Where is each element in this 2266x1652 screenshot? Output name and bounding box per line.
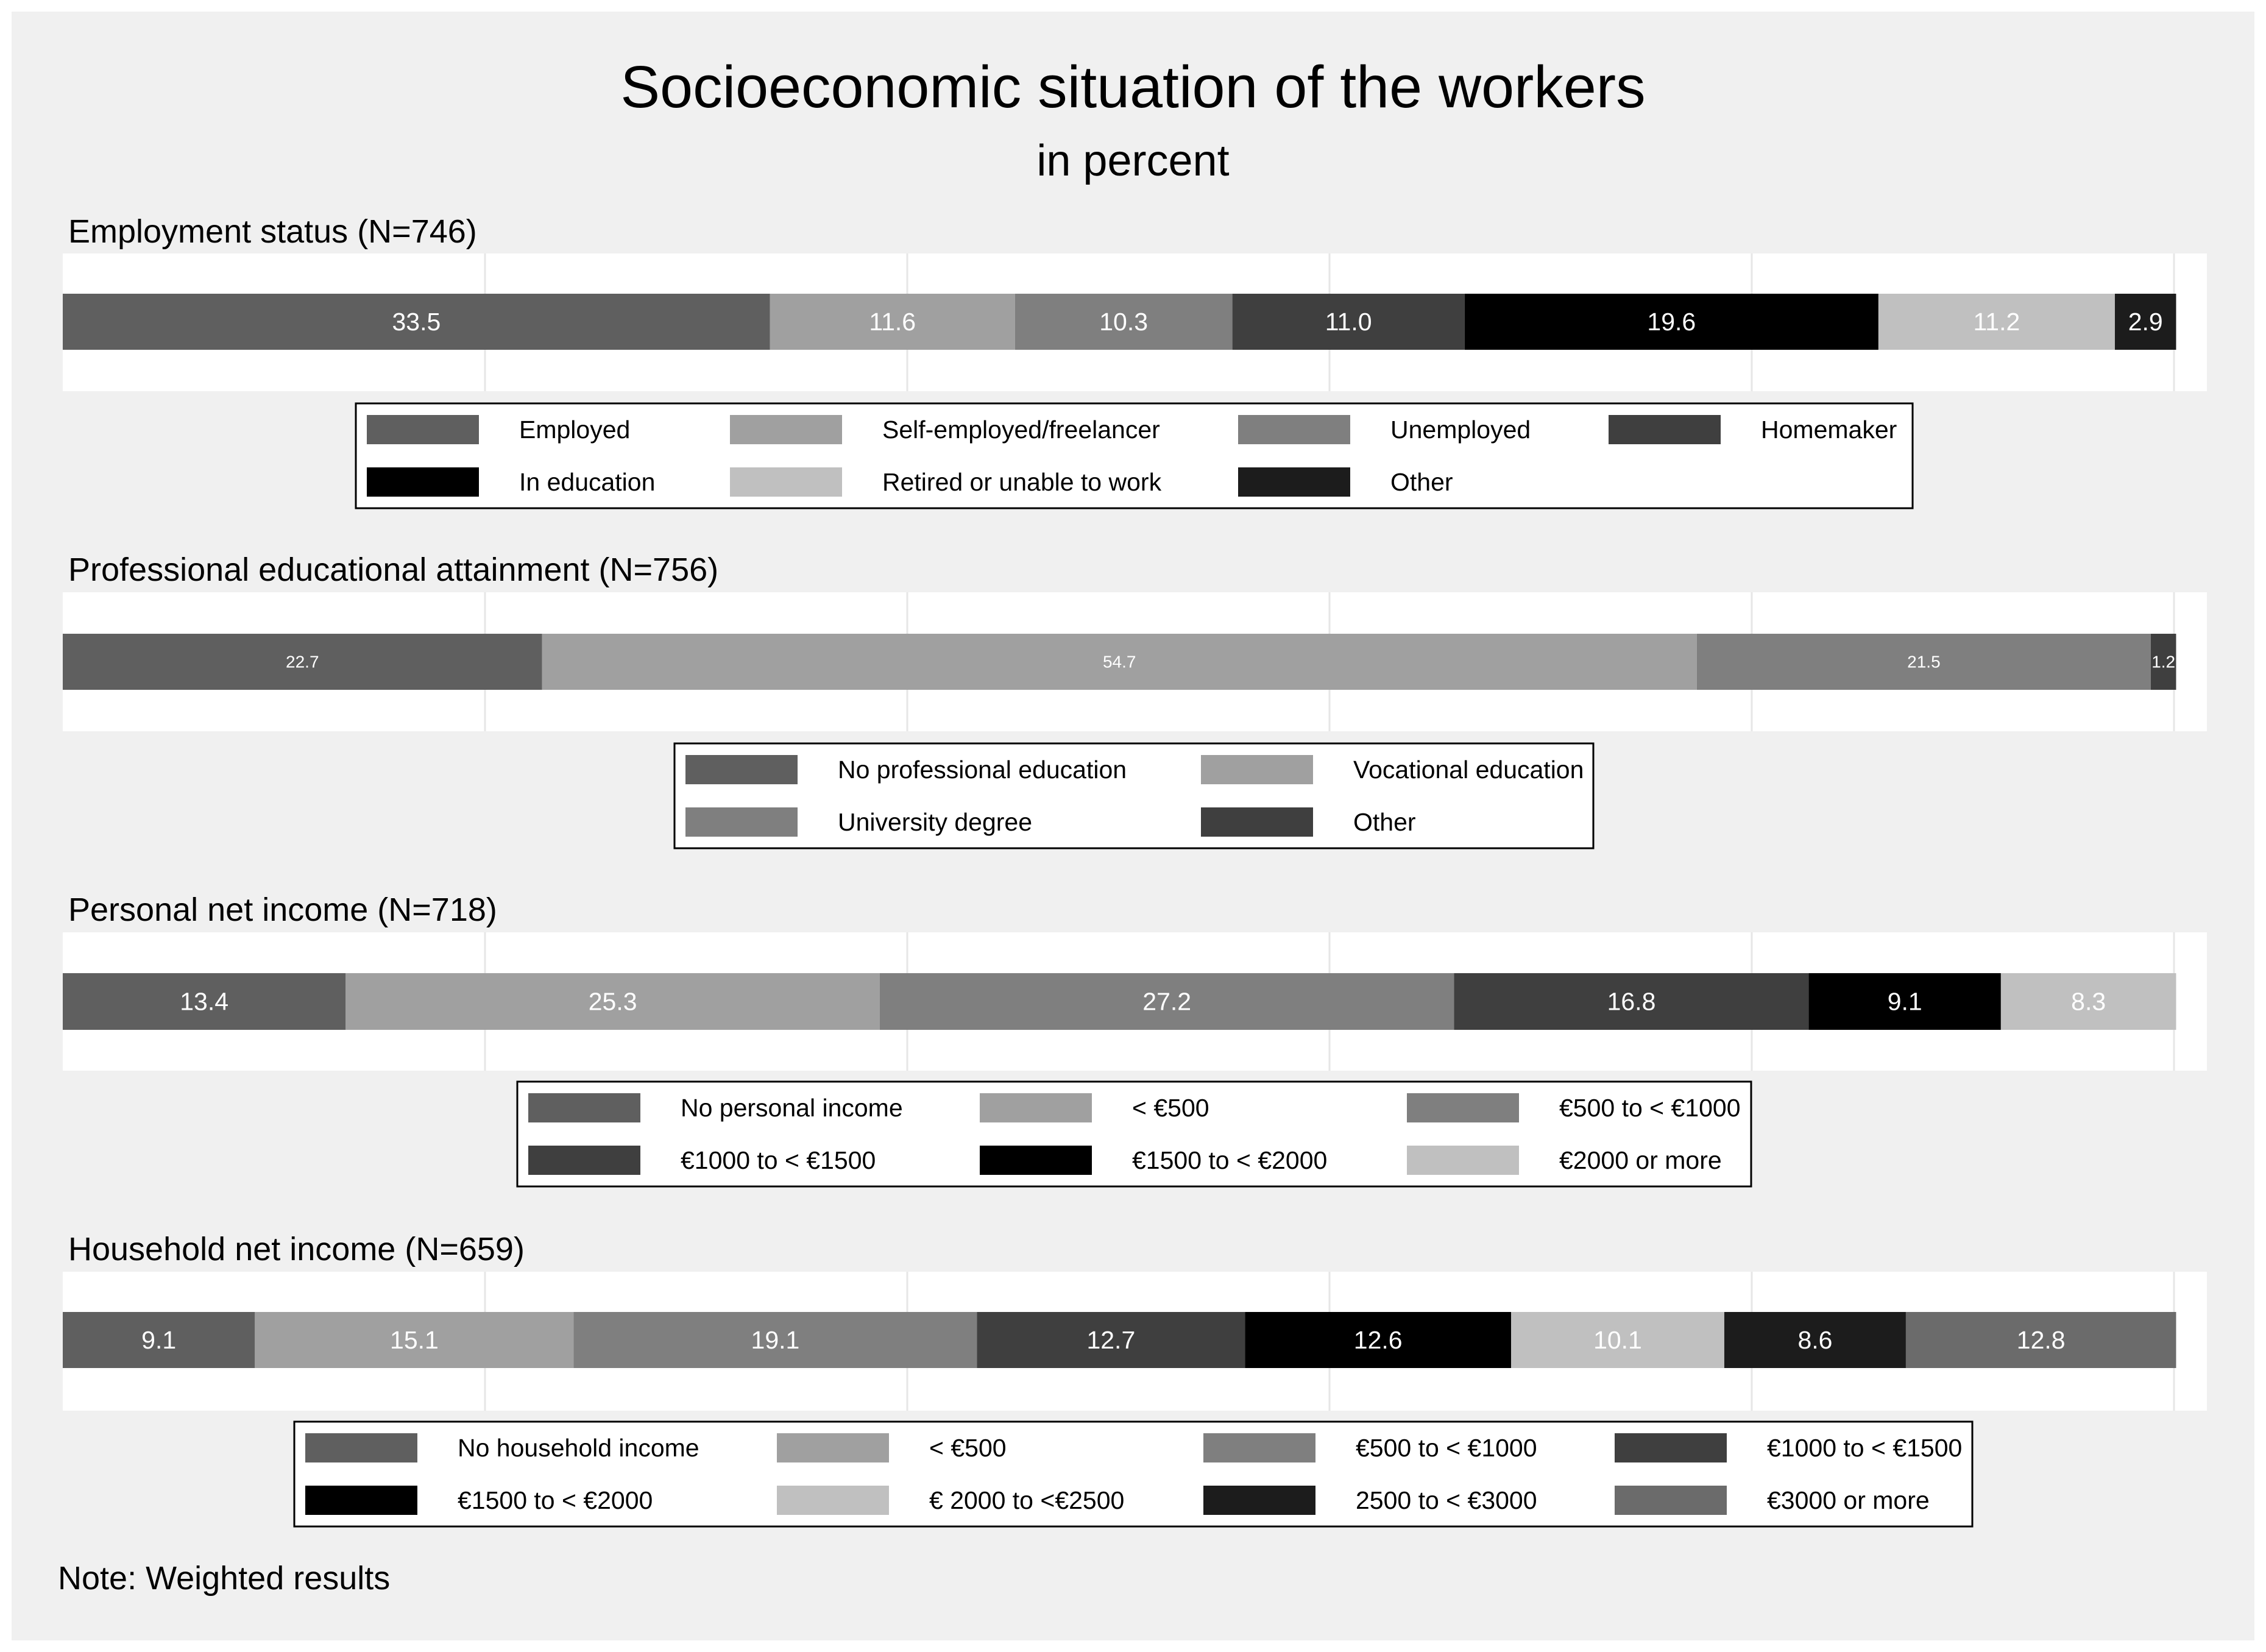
panel4-legend-swatch [1615, 1433, 1727, 1462]
panel4-data-label: 19.1 [751, 1326, 800, 1354]
panel4-title: Household net income (N=659) [68, 1231, 525, 1267]
panel4-legend-swatch [777, 1486, 889, 1515]
panel4-legend-swatch [305, 1433, 417, 1462]
panel4-legend-swatch [305, 1486, 417, 1515]
panel4-legend-label: €3000 or more [1767, 1486, 1930, 1514]
panel1-legend-label: Retired or unable to work [882, 468, 1162, 496]
panel2-data-label: 54.7 [1102, 652, 1136, 672]
panel4-legend-swatch [1203, 1433, 1315, 1462]
panel2-data-label: 21.5 [1907, 652, 1941, 672]
panel2-legend-swatch [1201, 807, 1313, 837]
panel1-data-label: 11.2 [1973, 308, 2020, 336]
panel4-legend-label: € 2000 to <€2500 [929, 1486, 1125, 1514]
panel1-legend-label: Self-employed/freelancer [882, 416, 1160, 444]
panel1-legend-swatch [1609, 415, 1721, 444]
panel2-title: Professional educational attainment (N=756) [68, 551, 719, 588]
panel3-title: Personal net income (N=718) [68, 892, 497, 928]
panel2-legend-swatch [685, 807, 798, 837]
panel2-legend-swatch [1201, 755, 1313, 784]
panel1-data-label: 2.9 [2128, 308, 2163, 336]
panel2-legend-label: Vocational education [1353, 756, 1584, 784]
panel2-legend-swatch [685, 755, 798, 784]
panel3-data-label: 27.2 [1142, 987, 1192, 1016]
panel1-legend-swatch [1238, 467, 1350, 497]
panel4-data-label: 15.1 [390, 1326, 439, 1354]
panel1-legend-swatch [1238, 415, 1350, 444]
panel4-data-label: 8.6 [1797, 1326, 1833, 1354]
panel4-data-label: 10.1 [1593, 1326, 1642, 1354]
panel3-data-label: 13.4 [180, 987, 229, 1016]
panel3-legend-swatch [1407, 1146, 1519, 1175]
panel3-legend-swatch [528, 1146, 640, 1175]
panel1-legend-label: Unemployed [1390, 416, 1531, 444]
panel3-legend-swatch [980, 1093, 1092, 1122]
panel3-legend-swatch [980, 1146, 1092, 1175]
panel2-legend-label: No professional education [838, 756, 1127, 784]
panel3-legend-label: €500 to < €1000 [1559, 1094, 1741, 1122]
panel3-data-label: 8.3 [2071, 987, 2106, 1016]
panel3-legend-label: < €500 [1132, 1094, 1209, 1122]
panel1-legend-label: Employed [519, 416, 631, 444]
panel4-legend-label: €1500 to < €2000 [458, 1486, 653, 1514]
panel2-legend-label: Other [1353, 808, 1416, 836]
panel3-legend-label: €1000 to < €1500 [681, 1146, 876, 1174]
panel4-legend-label: < €500 [929, 1434, 1007, 1462]
panel4-data-label: 12.6 [1353, 1326, 1403, 1354]
panel4-legend-swatch [1203, 1486, 1315, 1515]
panel4-legend-label: 2500 to < €3000 [1356, 1486, 1537, 1514]
panel3-data-label: 16.8 [1607, 987, 1656, 1016]
panel1-legend-swatch [730, 467, 842, 497]
panel1-data-label: 33.5 [392, 308, 441, 336]
chart-subtitle: in percent [1036, 136, 1230, 185]
panel1-legend-swatch [367, 415, 479, 444]
panel2-legend-label: University degree [838, 808, 1033, 836]
panel3-data-label: 25.3 [588, 987, 637, 1016]
panel3-legend-swatch [1407, 1093, 1519, 1122]
panel1-legend-label: In education [519, 468, 656, 496]
panel4-data-label: 9.1 [141, 1326, 177, 1354]
panel4-legend-label: No household income [458, 1434, 699, 1462]
panel1-legend-swatch [730, 415, 842, 444]
chart-title: Socioeconomic situation of the workers [620, 54, 1646, 120]
panel4-legend-label: €1000 to < €1500 [1767, 1434, 1963, 1462]
panel1-title: Employment status (N=746) [68, 213, 477, 250]
panel4-data-label: 12.7 [1086, 1326, 1136, 1354]
panel2-data-label: 1.2 [2151, 652, 2176, 672]
panel4-legend-label: €500 to < €1000 [1356, 1434, 1537, 1462]
panel4-legend-swatch [777, 1433, 889, 1462]
panel3-legend-swatch [528, 1093, 640, 1122]
panel1-data-label: 11.0 [1325, 308, 1372, 336]
panel2-data-label: 22.7 [286, 652, 319, 672]
panel4-legend-swatch [1615, 1486, 1727, 1515]
panel3-legend-label: €1500 to < €2000 [1132, 1146, 1328, 1174]
panel1-legend-label: Homemaker [1761, 416, 1897, 444]
panel3-data-label: 9.1 [1887, 987, 1922, 1016]
footnote: Note: Weighted results [58, 1560, 391, 1597]
panel1-legend-swatch [367, 467, 479, 497]
panel1-data-label: 10.3 [1099, 308, 1149, 336]
panel1-data-label: 19.6 [1647, 308, 1696, 336]
panel4-data-label: 12.8 [2016, 1326, 2066, 1354]
panel1-data-label: 11.6 [869, 308, 916, 336]
panel3-legend-label: No personal income [681, 1094, 903, 1122]
panel3-legend-label: €2000 or more [1559, 1146, 1722, 1174]
panel1-legend-label: Other [1390, 468, 1453, 496]
